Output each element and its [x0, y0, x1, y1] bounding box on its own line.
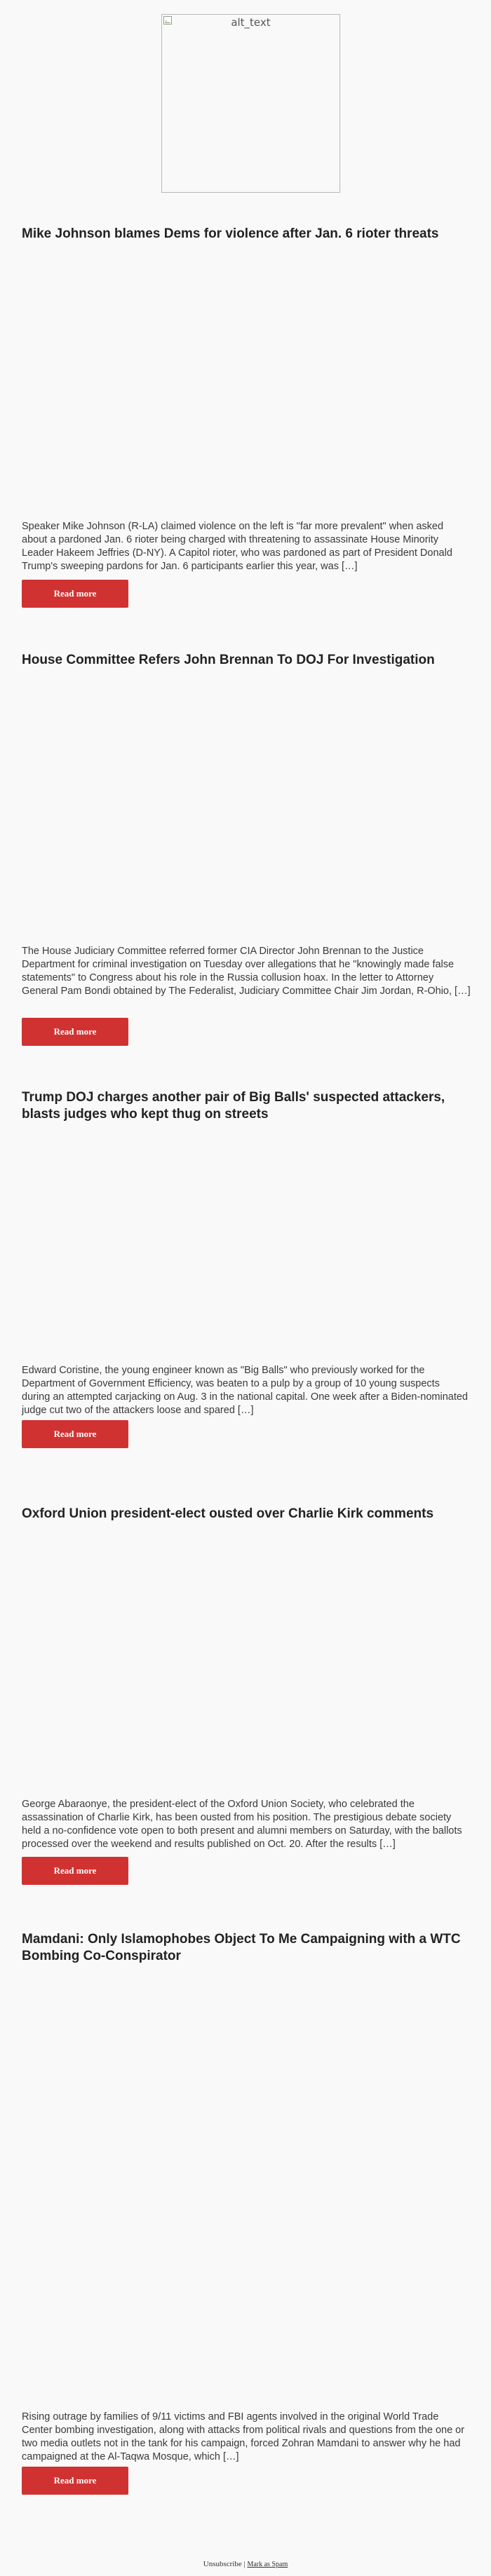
- article-headline[interactable]: Mike Johnson blames Dems for violence after Jan. 6 rioter threats: [22, 226, 439, 241]
- read-more-button[interactable]: Read more: [22, 1018, 128, 1046]
- article-card: [22, 652, 471, 1037]
- footer: [0, 2560, 491, 2568]
- read-more-button[interactable]: Read more: [22, 1857, 128, 1885]
- article-headline[interactable]: Oxford Union president-elect ousted over Charlie Kirk comments: [22, 1506, 434, 1521]
- unsubscribe-link[interactable]: Unsubscribe |: [203, 2560, 246, 2568]
- article-excerpt: Edward Coristine, the young engineer known as "Big Balls" who previously worked for the Department of Government Efficiency, was beaten to a pulp by a group of 10 young suspects during an attempted carjacking on Aug. 3 in the national capital. One week after a Biden-nominated judge cut two of the attackers loose and spared […]: [22, 1365, 468, 1416]
- read-more-button[interactable]: Read more: [22, 2467, 128, 2495]
- logo-image: [161, 14, 340, 193]
- article-excerpt: Rising outrage by families of 9/11 victims and FBI agents involved in the original World Trade Center bombing investigation, along with attacks from political rivals and questions from the one or two media outlets not in the tank for his campaign, forced Zohran Mamdani to answer why he had campaigned at the Al-Taqwa Mosque, which […]: [22, 2411, 465, 2462]
- article-card: [22, 226, 471, 599]
- read-more-button[interactable]: Read more: [22, 1420, 128, 1448]
- read-more-button[interactable]: Read more: [22, 580, 128, 608]
- article-excerpt: George Abaraonye, the president-elect of the Oxford Union Society, who celebrated the assassination of Charlie Kirk, has been ousted from his position. The prestigious debate society held a no-confidence vote open to both present and alumni members on Saturday, with the ballots processed over the weekend and results published on Oct. 20. After the results […]: [22, 1799, 462, 1850]
- article-headline[interactable]: Mamdani: Only Islamophobes Object To Me Campaigning with a WTC Bombing Co-Conspirator: [22, 1932, 461, 1963]
- header: [0, 0, 491, 224]
- article-excerpt: The House Judiciary Committee referred former CIA Director John Brennan to the Justice Department for criminal investigation on Tuesday over allegations that he "knowingly made false statements" to Congress about his role in the Russia collusion hoax. In the letter to Attorney General Pam Bondi obtained by The Federalist, Judiciary Committee Chair Jim Jordan, R-Ohio, […]: [22, 946, 471, 997]
- article-headline[interactable]: Trump DOJ charges another pair of Big Balls' suspected attackers, blasts judges who kept thug on streets: [22, 1090, 445, 1122]
- article-card: [22, 1089, 471, 1439]
- logo-alt-text: alt_text: [231, 16, 271, 29]
- mark-as-spam-link[interactable]: Mark as Spam: [247, 2561, 288, 2568]
- article-card: [22, 1506, 471, 1876]
- article-excerpt: Speaker Mike Johnson (R-LA) claimed violence on the left is "far more prevalent" when asked about a pardoned Jan. 6 rioter being charged with threatening to assassinate House Minority Leader Hakeem Jeffries (D-NY). A Capitol rioter, who was pardoned as part of President Donald Trump's sweeping pardons for Jan. 6 participants earlier this year, was […]: [22, 521, 452, 572]
- article-card: [22, 1931, 471, 2486]
- article-headline[interactable]: House Committee Refers John Brennan To DOJ For Investigation: [22, 653, 435, 667]
